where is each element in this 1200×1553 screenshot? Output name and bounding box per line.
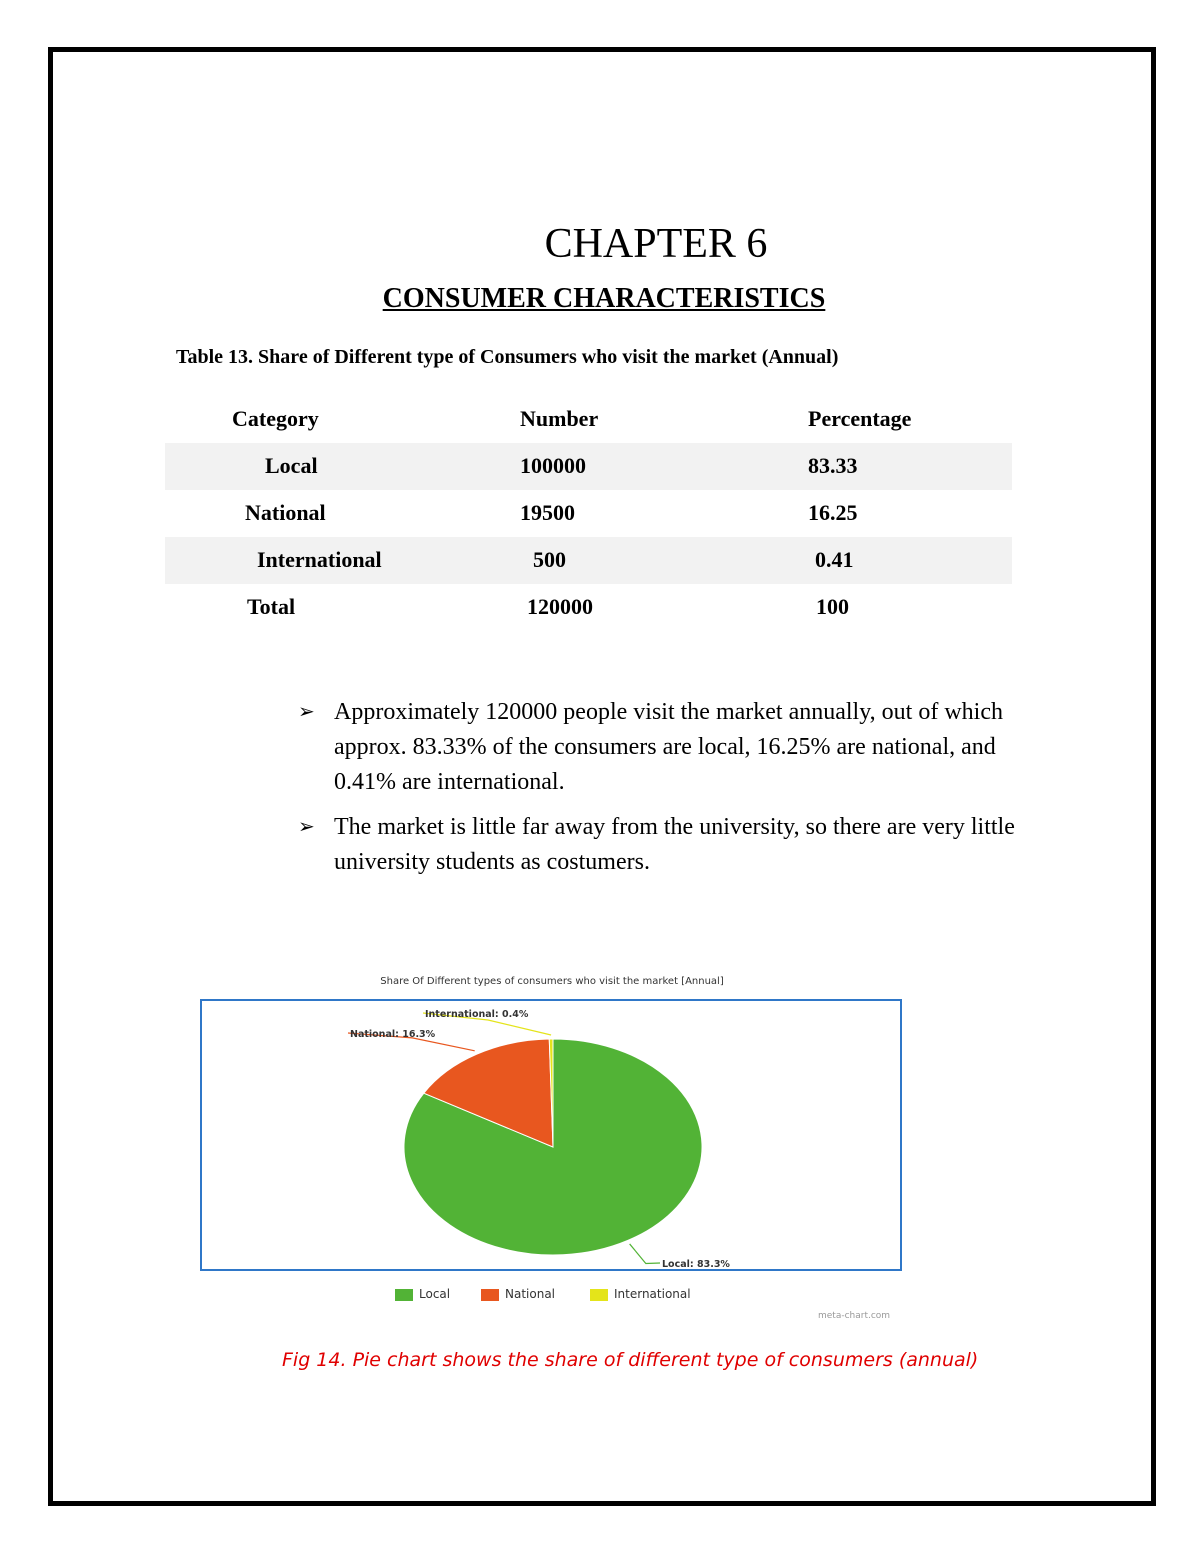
table-row xyxy=(165,537,1012,584)
table-header-row xyxy=(165,396,1012,443)
chart-watermark: meta-chart.com xyxy=(818,1311,891,1321)
chart-frame xyxy=(200,999,902,1271)
legend-label: International xyxy=(614,1287,691,1301)
consumer-table xyxy=(165,396,1012,631)
table-cell: International xyxy=(257,547,382,572)
table-cell: 0.41 xyxy=(815,547,854,572)
arrow-bullet-icon: ➢ xyxy=(298,816,315,838)
bullet-text: The market is little far away from the university, so there are very little university students as costumers. xyxy=(334,814,1015,875)
bullet-item xyxy=(298,695,1018,800)
callout-line-local xyxy=(630,1244,660,1264)
table-row xyxy=(165,490,1012,537)
table-cell: 19500 xyxy=(520,500,575,525)
chapter-heading: CHAPTER 6 xyxy=(544,221,768,267)
table-cell: 16.25 xyxy=(808,500,858,525)
bullet-item xyxy=(298,810,1018,880)
table-caption: Table 13. Share of Different type of Consumers who visit the market (Annual) xyxy=(176,346,839,368)
callout-label-international: International: 0.4% xyxy=(425,1009,529,1020)
legend-item-national xyxy=(481,1287,555,1301)
bullet-text: Approximately 120000 people visit the market annually, out of which approx. 83.33% of the consumers are local, 16.25% are national, and 0.41% are international. xyxy=(334,699,1003,795)
legend-item-local xyxy=(395,1287,450,1301)
table-cell: National xyxy=(245,500,326,525)
table-cell: 100 xyxy=(816,594,849,619)
bullet-list xyxy=(298,695,1018,890)
table-cell: Total xyxy=(247,594,296,619)
table-cell: 83.33 xyxy=(808,453,858,478)
legend-label: National xyxy=(505,1287,556,1301)
legend-label: Local xyxy=(419,1287,451,1301)
column-header: Percentage xyxy=(808,406,912,431)
table-total-row xyxy=(165,584,1012,631)
figure-caption: Fig 14. Pie chart shows the share of different type of consumers (annual) xyxy=(282,1349,979,1371)
table-cell: 100000 xyxy=(520,453,586,478)
column-header: Number xyxy=(520,406,599,431)
legend-swatch xyxy=(590,1289,608,1301)
callout-label-local: Local: 83.3% xyxy=(662,1259,730,1269)
legend-swatch xyxy=(395,1289,413,1301)
arrow-bullet-icon: ➢ xyxy=(298,701,315,723)
pie-chart xyxy=(202,1001,900,1269)
section-heading: CONSUMER CHARACTERISTICS xyxy=(382,283,826,314)
legend-item-international xyxy=(590,1287,691,1301)
table-cell: 500 xyxy=(533,547,566,572)
callout-label-national: National: 16.3% xyxy=(350,1029,436,1040)
table-cell: Local xyxy=(265,453,318,478)
column-header: Category xyxy=(232,406,319,431)
table-row xyxy=(165,443,1012,490)
chart-title: Share Of Different types of consumers who visit the market [Annual] xyxy=(380,976,724,987)
legend-swatch xyxy=(481,1289,499,1301)
table-cell: 120000 xyxy=(527,594,593,619)
